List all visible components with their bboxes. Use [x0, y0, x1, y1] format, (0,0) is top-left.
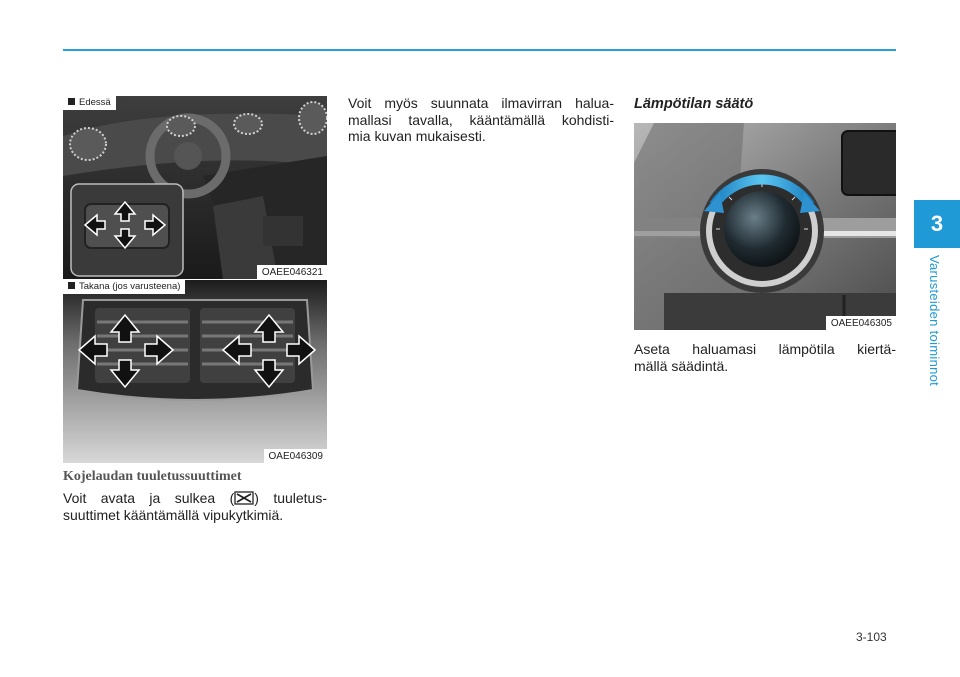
air-direction-paragraph: Voit myös suunnata ilmavirran halua- mallasi tavalla, kääntämällä kohdisti- mia kuvan mukaisesti.	[348, 95, 614, 144]
rear-figure-code: OAE046309	[264, 449, 328, 463]
front-vents-figure	[63, 96, 327, 279]
rear-figure-caption: Takana (jos varusteena)	[63, 280, 185, 294]
vent-closed-icon	[234, 491, 254, 505]
vents-section-heading: Kojelaudan tuuletussuuttimet	[63, 469, 242, 484]
dashboard-illustration	[63, 96, 327, 279]
front-figure-caption: Edessä	[63, 96, 116, 110]
temperature-knob-figure	[634, 123, 896, 330]
chapter-number-tab: 3	[914, 200, 960, 248]
temperature-paragraph: Aseta haluamasi lämpötila kiertä- mällä säädintä.	[634, 341, 896, 374]
rear-vents-illustration	[63, 280, 327, 463]
temperature-section-heading: Lämpötilan säätö	[634, 96, 754, 112]
rear-vents-figure	[63, 280, 327, 463]
front-figure-code: OAEE046321	[257, 265, 327, 279]
temperature-knob-illustration	[634, 123, 896, 330]
page-number: 3-103	[856, 630, 887, 644]
temperature-figure-code: OAEE046305	[826, 316, 896, 330]
header-rule	[63, 49, 896, 51]
vents-section-paragraph: Voit avata ja sulkea ( ) tuuletus- suuttimet kääntämällä vipukytkimiä.	[63, 490, 328, 523]
chapter-title: Varusteiden toiminnot	[927, 255, 942, 387]
